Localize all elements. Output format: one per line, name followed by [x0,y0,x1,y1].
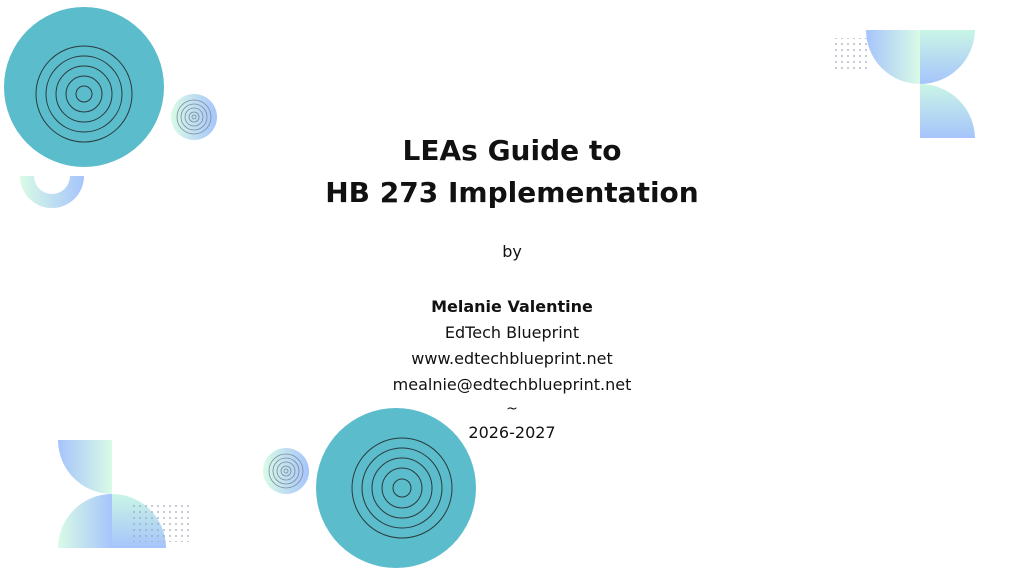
author-name: Melanie Valentine [431,297,593,316]
half-ring-shape [20,176,84,208]
slide-content [212,130,812,446]
title-line-2: HB 273 Implementation [325,176,699,209]
small-target-circle-top-left [171,94,217,140]
separator-tilde: ~ [506,401,518,417]
website-link[interactable]: www.edtechblueprint.net [411,349,613,368]
small-target-circle-bottom [263,448,309,494]
by-label: by [502,242,522,261]
title-line-1: LEAs Guide to [402,134,622,167]
email-link[interactable]: mealnie@edtechblueprint.net [392,375,632,394]
geometric-shapes-bottom-left [58,440,192,548]
organization-name: EdTech Blueprint [444,323,580,342]
large-target-circle-top-left [4,7,164,167]
geometric-shapes-top-right [834,30,975,138]
year-range: 2026-2027 [468,423,556,442]
